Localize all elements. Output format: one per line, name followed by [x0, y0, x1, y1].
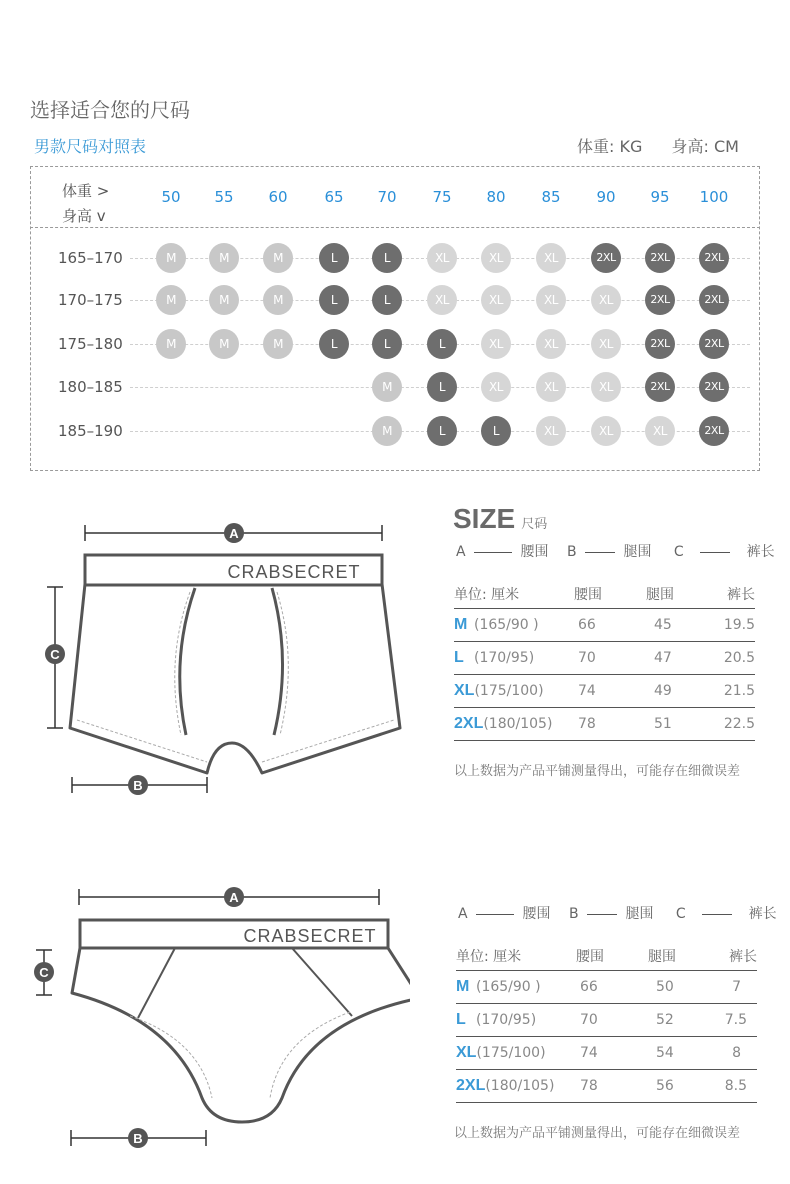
dimension-a-line — [85, 523, 382, 543]
length-cell: 20.5 — [718, 641, 755, 674]
size-badge: XL — [591, 372, 621, 402]
leg-cell: 50 — [648, 970, 720, 1003]
weight-unit-label: 体重: KG — [577, 137, 643, 156]
leg-cell: 51 — [646, 707, 718, 740]
size-cell: XL(175/100) — [456, 1036, 576, 1069]
col-leg: 腿围 — [648, 942, 720, 970]
size-badge: M — [263, 285, 293, 315]
waist-cell: 78 — [576, 1069, 648, 1102]
size-badge: L — [372, 285, 402, 315]
size-grid-divider — [30, 227, 760, 228]
col-unit: 单位: 厘米 — [456, 942, 576, 970]
weight-column-header: 80 — [486, 188, 506, 206]
legend-dash — [474, 552, 512, 553]
weight-column-header: 60 — [268, 188, 288, 206]
table-row — [454, 674, 755, 707]
leg-cell: 47 — [646, 641, 718, 674]
size-cell: 2XL(180/105) — [456, 1069, 576, 1102]
size-badge: XL — [645, 416, 675, 446]
legend-waist: 腰围 — [522, 906, 551, 922]
weight-column-header: 55 — [214, 188, 234, 206]
size-badge: L — [319, 329, 349, 359]
height-row-header: 180–185 — [58, 378, 123, 396]
waist-cell: 66 — [576, 970, 648, 1003]
table-row — [456, 970, 757, 1003]
size-badge: L — [481, 416, 511, 446]
legend-key-c: C — [673, 544, 684, 560]
size-badge: M — [372, 416, 402, 446]
legend-waist: 腰围 — [520, 544, 549, 560]
table-row — [456, 1036, 757, 1069]
brief-size-table — [456, 942, 757, 1103]
size-badge: M — [209, 285, 239, 315]
height-row-header: 170–175 — [58, 291, 123, 309]
dimension-a-label: A — [229, 526, 239, 541]
size-badge: L — [427, 372, 457, 402]
weight-column-header: 65 — [324, 188, 344, 206]
boxer-measure-note: 以上数据为产品平铺测量得出，可能存在细微误差 — [454, 764, 741, 779]
weight-column-header: 95 — [650, 188, 670, 206]
grid-corner-weight: 体重 > — [62, 182, 110, 200]
height-row-header: 185–190 — [58, 422, 123, 440]
leg-cell: 45 — [646, 608, 718, 641]
dimension-b-label: B — [133, 778, 143, 793]
size-cell: M (165/90 ) — [454, 608, 574, 641]
waist-cell: 74 — [574, 674, 646, 707]
length-cell: 21.5 — [718, 674, 755, 707]
table-row — [454, 608, 755, 641]
table-row — [456, 1069, 757, 1102]
length-cell: 7 — [720, 970, 757, 1003]
size-badge: 2XL — [645, 243, 675, 273]
size-chart-subtitle: 男款尺码对照表 — [34, 137, 147, 156]
size-cell: L (170/95) — [454, 641, 574, 674]
size-badge: 2XL — [645, 372, 675, 402]
length-cell: 22.5 — [718, 707, 755, 740]
unit-legend — [577, 134, 739, 157]
length-cell: 8 — [720, 1036, 757, 1069]
size-badge: XL — [536, 243, 566, 273]
size-badge: XL — [536, 372, 566, 402]
legend-dash — [476, 914, 514, 915]
legend-key-b: B — [568, 906, 579, 922]
legend-dash — [702, 914, 732, 915]
size-badge: M — [209, 329, 239, 359]
weight-column-header: 75 — [432, 188, 452, 206]
brief-brand-logo: CRABSECRET — [243, 926, 377, 946]
boxer-measure-legend — [456, 541, 775, 561]
size-badge: M — [263, 243, 293, 273]
size-badge: L — [372, 329, 402, 359]
dimension-b-line — [72, 775, 207, 795]
dimension-c-line — [45, 587, 65, 728]
size-badge: L — [372, 243, 402, 273]
legend-leg: 腿围 — [623, 544, 652, 560]
weight-column-header: 50 — [161, 188, 181, 206]
size-badge: 2XL — [645, 329, 675, 359]
size-badge: M — [156, 243, 186, 273]
size-badge: M — [156, 329, 186, 359]
size-badge: XL — [427, 285, 457, 315]
boxer-diagram — [30, 515, 410, 805]
length-cell: 7.5 — [720, 1003, 757, 1036]
size-badge: M — [209, 243, 239, 273]
size-badge: XL — [481, 372, 511, 402]
table-row — [456, 1003, 757, 1036]
dimension-a-label: A — [229, 890, 239, 905]
size-badge: XL — [427, 243, 457, 273]
size-badge: XL — [481, 285, 511, 315]
page-title: 选择适合您的尺码 — [30, 98, 190, 122]
size-badge: L — [319, 285, 349, 315]
table-header-row — [454, 580, 755, 608]
brief-measure-legend — [458, 903, 777, 923]
weight-column-header: 100 — [699, 188, 729, 206]
waist-cell: 70 — [576, 1003, 648, 1036]
weight-column-header: 85 — [541, 188, 561, 206]
dimension-c-label: C — [50, 647, 60, 662]
legend-key-a: A — [456, 544, 466, 560]
size-badge: XL — [591, 285, 621, 315]
brief-diagram — [30, 880, 410, 1155]
size-badge: XL — [536, 416, 566, 446]
leg-cell: 54 — [648, 1036, 720, 1069]
size-badge: M — [263, 329, 293, 359]
size-cell: 2XL(180/105) — [454, 707, 574, 740]
height-row-header: 165–170 — [58, 249, 123, 267]
size-badge: 2XL — [645, 285, 675, 315]
dimension-a-line — [79, 887, 379, 907]
size-badge: L — [427, 416, 457, 446]
size-badge: 2XL — [699, 416, 729, 446]
legend-dash — [700, 552, 730, 553]
col-waist: 腰围 — [576, 942, 648, 970]
size-badge: 2XL — [699, 372, 729, 402]
size-badge: M — [372, 372, 402, 402]
length-cell: 8.5 — [720, 1069, 757, 1102]
dimension-b-line — [71, 1128, 206, 1148]
table-row — [454, 641, 755, 674]
leg-cell: 56 — [648, 1069, 720, 1102]
size-heading-cn: 尺码 — [521, 517, 548, 532]
col-length: 裤长 — [718, 580, 755, 608]
size-badge: XL — [536, 329, 566, 359]
col-unit: 单位: 厘米 — [454, 580, 574, 608]
size-badge: XL — [481, 329, 511, 359]
col-leg: 腿围 — [646, 580, 718, 608]
boxer-brand-logo: CRABSECRET — [227, 562, 361, 582]
legend-length: 裤长 — [748, 906, 777, 922]
leg-cell: 49 — [646, 674, 718, 707]
legend-length: 裤长 — [746, 544, 775, 560]
size-badge: L — [427, 329, 457, 359]
table-header-row — [456, 942, 757, 970]
size-heading-en: SIZE — [453, 503, 516, 534]
size-badge: M — [156, 285, 186, 315]
size-badge: L — [319, 243, 349, 273]
leg-cell: 52 — [648, 1003, 720, 1036]
col-waist: 腰围 — [574, 580, 646, 608]
col-length: 裤长 — [720, 942, 757, 970]
size-cell: L (170/95) — [456, 1003, 576, 1036]
brief-measure-note: 以上数据为产品平铺测量得出，可能存在细微误差 — [454, 1126, 741, 1141]
boxer-size-table — [454, 580, 755, 741]
height-unit-label: 身高: CM — [671, 137, 739, 156]
legend-dash — [587, 914, 617, 915]
size-badge: XL — [536, 285, 566, 315]
length-cell: 19.5 — [718, 608, 755, 641]
size-badge: 2XL — [699, 285, 729, 315]
dimension-b-label: B — [133, 1131, 143, 1146]
size-badge: 2XL — [591, 243, 621, 273]
height-row-header: 175–180 — [58, 335, 123, 353]
table-row — [454, 707, 755, 740]
legend-key-c: C — [675, 906, 686, 922]
waist-cell: 66 — [574, 608, 646, 641]
grid-corner-height: 身高 v — [62, 207, 106, 225]
weight-column-header: 70 — [377, 188, 397, 206]
weight-column-header: 90 — [596, 188, 616, 206]
size-badge: XL — [481, 243, 511, 273]
size-cell: M (165/90 ) — [456, 970, 576, 1003]
size-badge: 2XL — [699, 243, 729, 273]
legend-key-b: B — [566, 544, 577, 560]
dimension-c-label: C — [39, 965, 49, 980]
size-badge: XL — [591, 416, 621, 446]
legend-leg: 腿围 — [625, 906, 654, 922]
legend-key-a: A — [458, 906, 468, 922]
waist-cell: 78 — [574, 707, 646, 740]
size-badge: 2XL — [699, 329, 729, 359]
dimension-c-line — [34, 950, 54, 995]
size-heading — [453, 503, 547, 535]
waist-cell: 74 — [576, 1036, 648, 1069]
size-badge: XL — [591, 329, 621, 359]
size-cell: XL(175/100) — [454, 674, 574, 707]
legend-dash — [585, 552, 615, 553]
waist-cell: 70 — [574, 641, 646, 674]
